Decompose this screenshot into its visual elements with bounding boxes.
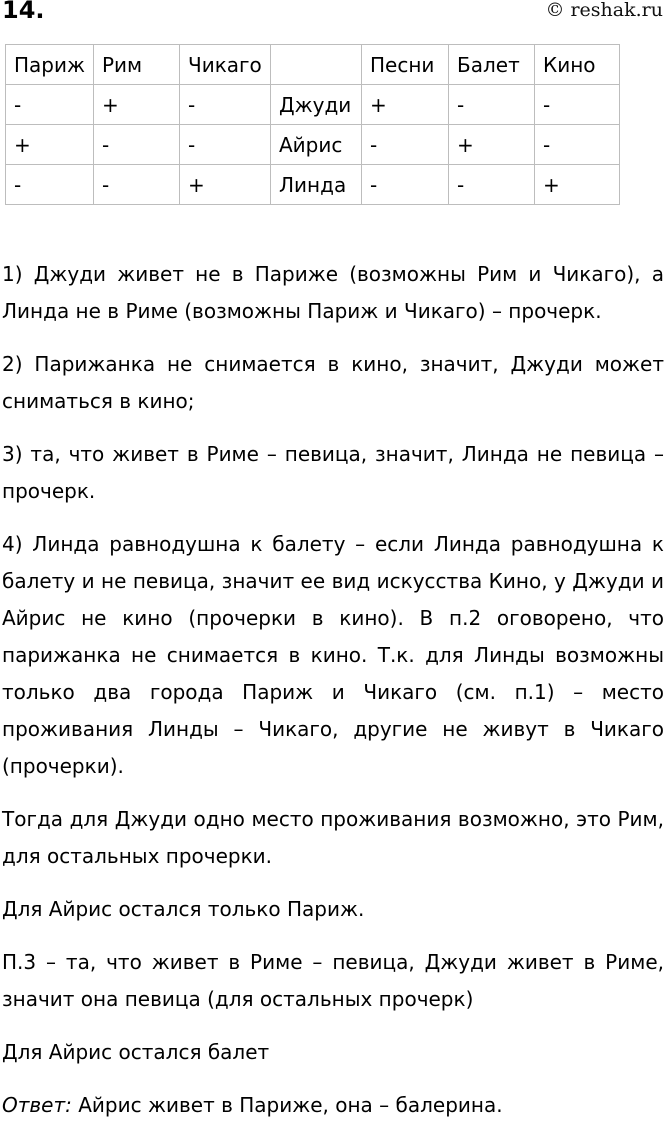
header-cell-rome: Рим <box>94 45 180 85</box>
table-cell: - <box>94 165 180 205</box>
table-cell: - <box>180 125 271 165</box>
table-cell: - <box>362 165 449 205</box>
site-watermark: © reshak.ru <box>545 0 663 21</box>
solution-step-1: 1) Джуди живет не в Париже (возможны Рим и Чикаго), а Линда не в Риме (возможны Париж и Чикаго) – прочерк. <box>2 262 664 323</box>
solution-step-3: 3) та, что живет в Риме – певица, значит, Линда не певица – прочерк. <box>2 442 664 503</box>
solution-paragraph-singer: П.3 – та, что живет в Риме – певица, Джуди живет в Риме, значит она певица (для остальных прочерк) <box>2 950 664 1011</box>
table-row <box>6 85 620 125</box>
header-cell-paris: Париж <box>6 45 94 85</box>
table-cell: + <box>6 125 94 165</box>
table-cell: + <box>535 165 620 205</box>
problem-number: 14. <box>2 0 45 24</box>
table-cell: + <box>94 85 180 125</box>
answer-label: Ответ: <box>2 1093 72 1117</box>
table-cell: - <box>449 165 535 205</box>
header-cell-chicago: Чикаго <box>180 45 271 85</box>
table-cell: + <box>449 125 535 165</box>
table-cell: + <box>362 85 449 125</box>
header-cell-cinema: Кино <box>535 45 620 85</box>
header-cell-empty <box>271 45 362 85</box>
table-cell-name: Айрис <box>271 125 362 165</box>
table-cell: - <box>362 125 449 165</box>
table-cell: - <box>535 125 620 165</box>
table-cell: - <box>6 85 94 125</box>
table-cell: - <box>449 85 535 125</box>
solution-paragraph-ballet: Для Айрис остался балет <box>2 1040 270 1064</box>
solution-paragraph-paris: Для Айрис остался только Париж. <box>2 897 365 921</box>
solution-text <box>2 256 664 1124</box>
logic-table <box>5 44 620 205</box>
table-cell: + <box>180 165 271 205</box>
solution-step-2: 2) Парижанка не снимается в кино, значит, Джуди может сниматься в кино; <box>2 352 664 413</box>
table-cell: - <box>535 85 620 125</box>
table-cell-name: Джуди <box>271 85 362 125</box>
table-cell-name: Линда <box>271 165 362 205</box>
table-row <box>6 125 620 165</box>
header-cell-songs: Песни <box>362 45 449 85</box>
header-cell-ballet: Балет <box>449 45 535 85</box>
table-cell: - <box>180 85 271 125</box>
solution-step-4: 4) Линда равнодушна к балету – если Линда равнодушна к балету и не певица, значит ее вид искусства Кино, у Джуди и Айрис не кино (прочерки в кино). В п.2 оговорено, что парижанка не снимается в кино. Т.к. для Линды возможны только два города Париж и Чикаго (см. п.1) – место проживания Линды – Чикаго, другие не живут в Чикаго (прочерки). <box>2 532 664 778</box>
table-row <box>6 165 620 205</box>
solution-paragraph-rome: Тогда для Джуди одно место проживания возможно, это Рим, для остальных прочерки. <box>2 807 664 868</box>
answer-text: Айрис живет в Париже, она – балерина. <box>71 1093 503 1117</box>
table-header-row <box>6 45 620 85</box>
answer-line <box>2 1087 664 1124</box>
table-cell: - <box>94 125 180 165</box>
table-cell: - <box>6 165 94 205</box>
